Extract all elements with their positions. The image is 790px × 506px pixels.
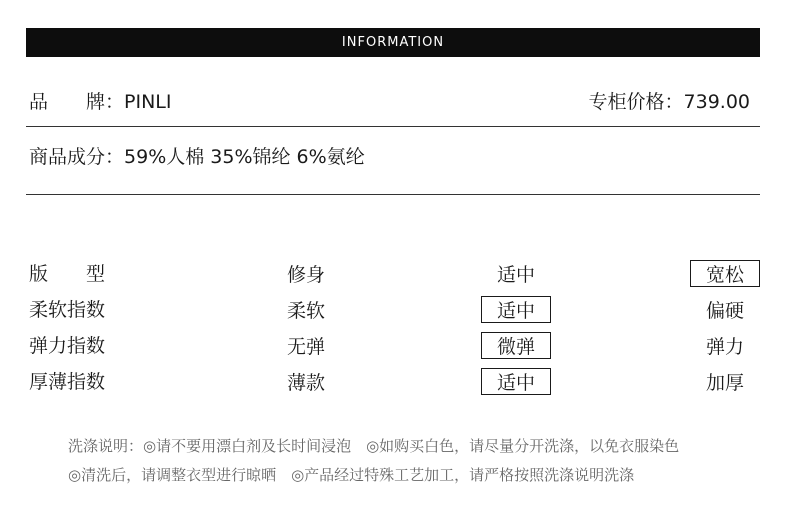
header-title: INFORMATION (341, 35, 445, 50)
composition-value: 59%人棉 35%锦纶 6%氨纶 (124, 146, 365, 168)
attr-option-softness-1: 柔软 (286, 300, 325, 322)
attr-option-thickness-3: 加厚 (705, 372, 744, 394)
care-instructions-line-1: 洗涤说明：◎请不要用漂白剂及长时间浸泡 ◎如购买白色，请尽量分开洗涤，以免衣服染色 (68, 437, 680, 455)
care-instructions-line-2: ◎清洗后，请调整衣型进行晾晒 ◎产品经过特殊工艺加工，请严格按照洗涤说明洗涤 (68, 466, 635, 484)
attr-label-elasticity: 弹力指数 (29, 335, 106, 357)
attr-option-softness-3: 偏硬 (705, 300, 744, 322)
attr-option-softness-2-selected: 适中 (481, 296, 551, 323)
attr-option-thickness-2-selected: 适中 (481, 368, 551, 395)
attr-option-fit-2: 适中 (496, 264, 535, 286)
brand-label: 品 牌： (29, 91, 125, 113)
attr-label-fit: 版 型 (29, 263, 106, 285)
attr-label-thickness: 厚薄指数 (29, 371, 106, 393)
composition-label: 商品成分： (29, 146, 125, 168)
attr-option-elasticity-1: 无弹 (286, 336, 325, 358)
attr-label-softness: 柔软指数 (29, 299, 106, 321)
price-value: 739.00 (683, 91, 750, 113)
price-label: 专柜价格： (588, 91, 684, 113)
attr-option-thickness-1: 薄款 (286, 372, 325, 394)
attr-option-elasticity-3: 弹力 (705, 336, 744, 358)
attr-option-fit-3-selected: 宽松 (690, 260, 760, 287)
attr-option-elasticity-2-selected: 微弹 (481, 332, 551, 359)
brand-value: PINLI (124, 91, 172, 113)
attr-option-fit-1: 修身 (286, 264, 325, 286)
